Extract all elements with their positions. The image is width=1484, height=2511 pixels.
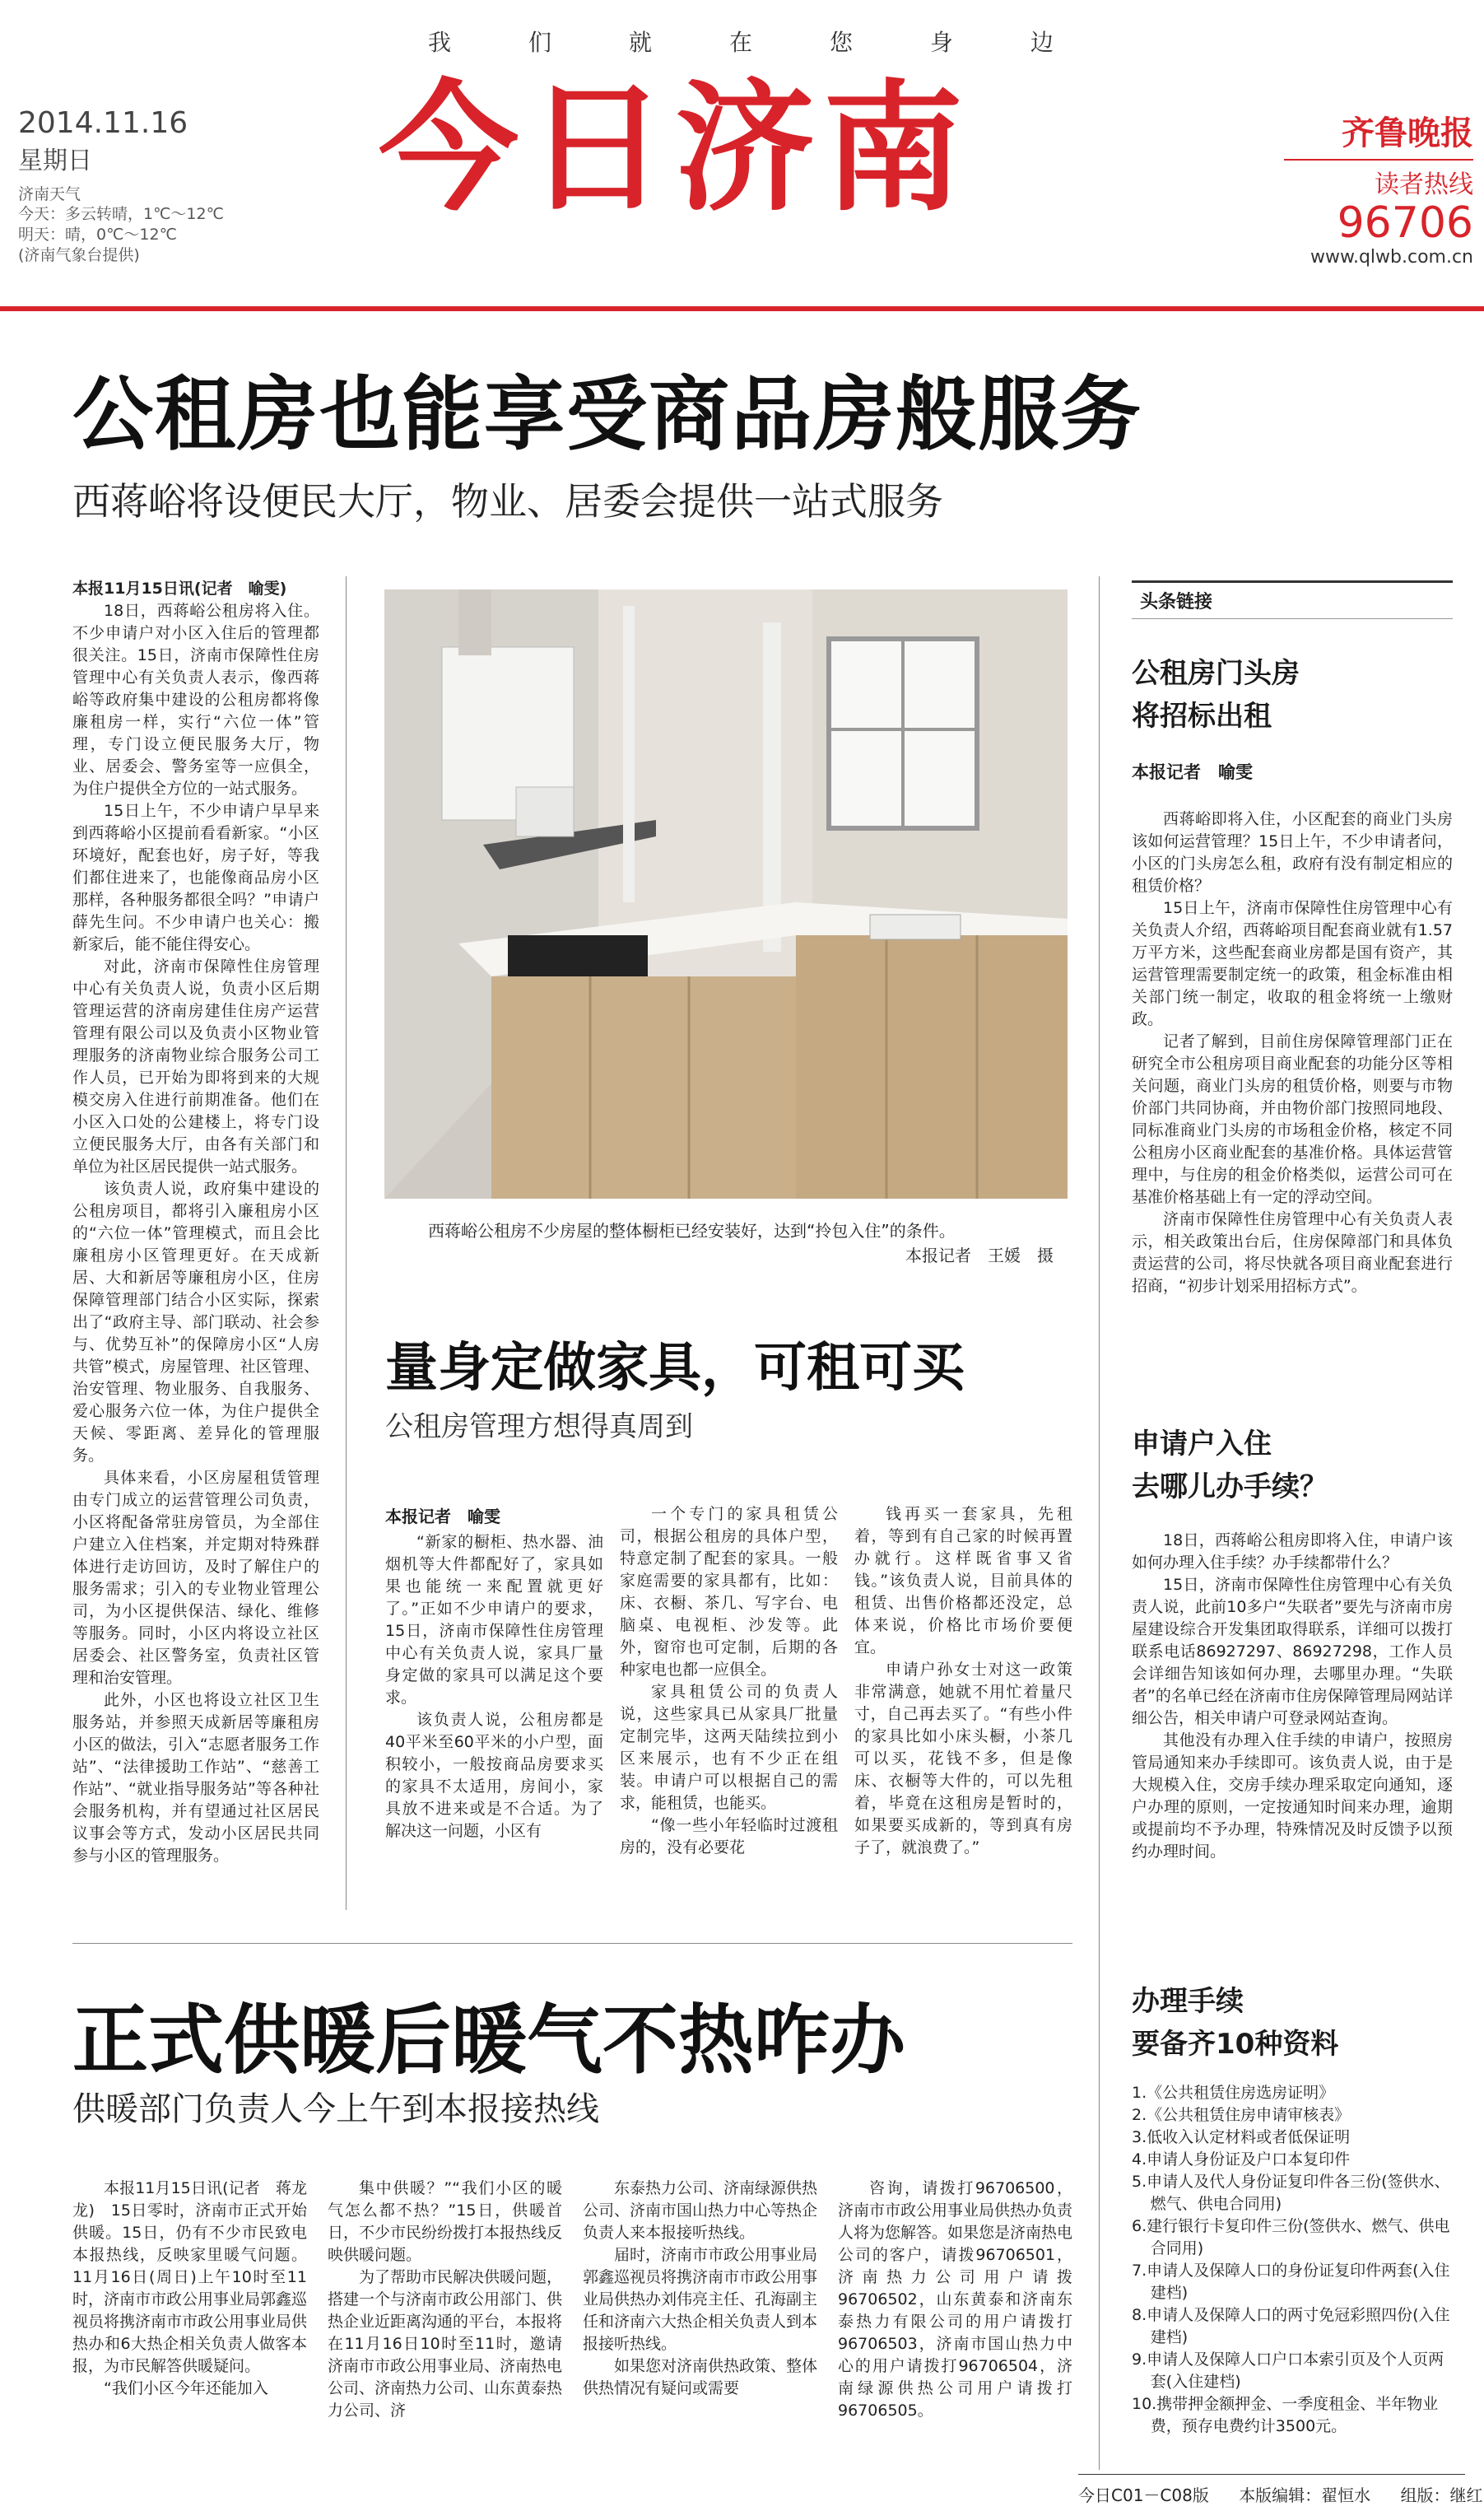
furniture-column — [854, 1503, 1072, 1907]
tagline-char: 们 — [528, 29, 551, 56]
list-item: 2.《公共租赁住房申请审核表》 — [1132, 2106, 1351, 2124]
lead-headline: 公租房也能享受商品房般服务 — [72, 368, 1143, 462]
sidebar-story-3 — [1132, 1980, 1453, 2438]
sidebar-title-line: 要备齐10种资料 — [1132, 2028, 1339, 2061]
list-item: 1.《公共租赁住房选房证明》 — [1132, 2084, 1335, 2102]
heating-column — [838, 2178, 1072, 2490]
column-divider — [346, 576, 347, 1910]
sidebar-text — [1132, 808, 1453, 1297]
list-item: 5.申请人及代人身份证复印件各三份(签供水、燃气、供电合同用) — [1132, 2173, 1450, 2213]
furniture-paragraph: 该负责人说，公租房都是40平米至60平米的小户型，面积较小，一般按商品房要求买的家具不太适用，房间小，家具放不进来或是不合适。为了解决这一问题，小区有 — [385, 1711, 603, 1840]
document-list — [1132, 2082, 1453, 2438]
brand-block — [1284, 107, 1473, 268]
furniture-headline: 量身定做家具，可租可买 — [385, 1338, 965, 1399]
tagline-char: 我 — [428, 29, 452, 56]
sidebar-story-2 — [1132, 1423, 1453, 1863]
heating-column — [328, 2178, 562, 2490]
section-divider — [72, 1943, 1072, 1944]
furniture-column — [620, 1503, 838, 1907]
sidebar-title-line: 去哪儿办手续？ — [1132, 1470, 1328, 1503]
heating-paragraph: 如果您对济南供热政策、整体供热情况有疑问或需要 — [583, 2357, 817, 2397]
tagline-char: 在 — [728, 29, 752, 56]
sidebar-title-line: 办理手续 — [1132, 1985, 1244, 2018]
sidebar-story-1 — [1132, 580, 1453, 1297]
sidebar-paragraph: 15日上午，济南市保障性住房管理中心有关负责人介绍，西蒋峪项目配套商业就有1.57万平方米，这些配套商业房都是国有资产，其运营管理需要制定统一的政策，租金标准由相关部门统一制定，收取的租金将统一上缴财政。 — [1132, 899, 1453, 1028]
heating-paragraph: 本报11月15日讯(记者 蒋龙龙) 15日零时，济南市正式开始供暖。15日，仍有不少市民致电本报热线，反映家里暖气问题。11月16日(周日)上午10时至11时，济南市市政公用事业局郭鑫巡视员将携济南市市政公用事业局供热办和6大热企相关负责人做客本报，为市民解答供暖疑问。 — [72, 2179, 307, 2375]
footer-editor: 本版编辑：翟恒水 — [1239, 2485, 1371, 2505]
photo-caption — [428, 1218, 1070, 1268]
furniture-paragraph: 钱再买一套家具，先租着，等到有自己家的时候再置办就行。这样既省事又省钱。”该负责人说，目前具体的租赁、出售价格都还没定，总体来说，价格比市场价要便宜。 — [854, 1505, 1072, 1656]
list-item: 10.携带押金额押金、一季度租金、半年物业费，预存电费约计3500元。 — [1132, 2395, 1439, 2435]
sidebar-paragraph: 15日，济南市保障性住房管理中心有关负责人说，此前10多户“失联者”要先与济南市房屋建设综合开发集团取得联系，详细可以拨打联系电话86927297、86927298，工作人员会详细告知该如何办理，去哪里办理。“失联者”的名单已经在济南市住房保障管理局网站详细公告，相关申请户可登录网站查询。 — [1132, 1576, 1453, 1727]
header-divider — [0, 306, 1484, 311]
issue-date: 2014.11.16 — [18, 106, 188, 140]
furniture-paragraph: “像一些小年轻临时过渡租房的，没有必要花 — [620, 1816, 838, 1856]
lead-paragraph: 18日，西蒋峪公租房将入住。不少申请户对小区入住后的管理都很关注。15日，济南市保障性住房管理中心有关负责人表示，像西蒋峪等政府集中建设的公租房都将像廉租房一样，实行“六位一体”管理，专门设立便民服务大厅，物业、居委会、警务室等一应俱全，为住户提供全方位的一站式服务。 — [72, 602, 319, 798]
tagline-char: 就 — [628, 29, 652, 56]
sidebar-paragraph: 其他没有办理入住手续的申请户，按照房管局通知来办手续即可。该负责人说，由于是大规模入住，交房手续办理采取定向通知，逐户办理的原则，一定按通知时间来办理，逾期或提前均不予办理，特殊情况及时反馈予以预约办理时间。 — [1132, 1731, 1453, 1861]
kitchen-photo — [384, 589, 1068, 1199]
hotline-number: 96706 — [1337, 198, 1473, 248]
lead-paragraph: 该负责人说，政府集中建设的公租房项目，都将引入廉租房小区的“六位一体”管理模式，而且会比廉租房小区管理更好。在天成新居、大和新居等廉租房小区，住房保障管理部门结合小区实际，探索出了“政府主导、部门联动、社会参与、优势互补”的保障房小区“人房共管”模式，房屋管理、社区管理、治安管理、物业服务、自我服务、爱心服务六位一体，为住户提供全天候、零距离、差异化的管理服务。 — [72, 1180, 319, 1465]
tagline-char: 您 — [829, 29, 853, 56]
lead-byline: 本报11月15日讯(记者 喻雯) — [72, 580, 287, 598]
list-item: 9.申请人及保障人口户口本索引页及个人页两套(入住建档) — [1132, 2350, 1444, 2391]
caption-text: 西蒋峪公租房不少房屋的整体橱柜已经安装好，达到“拎包入住”的条件。 — [428, 1221, 956, 1241]
sidebar-paragraph: 记者了解到，目前住房保障管理部门正在研究全市公租房项目商业配套的功能分区等相关问题，商业门头房的租赁价格，则要与市物价部门共同协商，并由物价部门按照同地段、同标准商业门头房的市场租金价格，核定不同公租房小区商业配套的基准价格。具体运营管理中，与住房的租金价格类似，运营公司可在基准价格基础上有一定的浮动空间。 — [1132, 1032, 1453, 1206]
sidebar-title-line: 将招标出租 — [1132, 700, 1272, 733]
footer-rule — [1078, 2474, 1465, 2475]
heating-headline: 正式供暖后暖气不热咋办 — [72, 1996, 906, 2085]
heating-column — [583, 2178, 817, 2490]
lead-subhead: 西蒋峪将设便民大厅，物业、居委会提供一站式服务 — [72, 479, 943, 524]
furniture-subhead: 公租房管理方想得真周到 — [385, 1410, 693, 1443]
heating-paragraph: 为了帮助市民解决供暖问题，搭建一个与济南市政公用部门、供热企业近距离沟通的平台，本报将在11月16日10时至11时，邀请济南市市政公用事业局、济南热电公司、济南热力公司、山东黄泰热力公司、济 — [328, 2268, 562, 2420]
list-item: 4.申请人身份证及户口本复印件 — [1132, 2150, 1351, 2169]
heating-paragraph: 届时，济南市市政公用事业局郭鑫巡视员将携济南市市政公用事业局供热办刘伟亮主任、孔海副主任和济南六大热企相关负责人到本报接听热线。 — [583, 2246, 817, 2353]
list-item: 8.申请人及保障人口的两寸免冠彩照四份(入住建档) — [1132, 2306, 1450, 2346]
heating-paragraph: “我们小区今年还能加入 — [104, 2379, 268, 2397]
list-item: 6.建行银行卡复印件三份(签供水、燃气、供电合同用) — [1132, 2217, 1450, 2257]
footer — [1078, 2482, 1483, 2506]
sidebar-title-line: 申请户入住 — [1132, 1428, 1272, 1460]
sidebar-paragraph: 西蒋峪即将入住，小区配套的商业门头房该如何运营管理？15日上午，不少申请者问，小区的门头房怎么租，政府有没有制定相应的租赁价格？ — [1132, 810, 1453, 895]
lead-paragraph: 此外，小区也将设立社区卫生服务站，并参照天成新居等廉租房小区的做法，引入“志愿者服务工作站”、“法律援助工作站”、“慈善工作站”、“就业指导服务站”等各种社会服务机构，并有望通过社区居民议事会等方式，发动小区居民共同参与小区的管理服务。 — [72, 1691, 319, 1865]
footer-layout: 组版：继红 — [1400, 2485, 1483, 2505]
weather-tomorrow: 明天：晴，0℃～12℃ — [18, 225, 177, 244]
furniture-byline: 本报记者 喻雯 — [385, 1507, 500, 1526]
lead-paragraph: 具体来看，小区房屋租赁管理由专门成立的运营管理公司负责，小区将配备常驻房管员，为全部住户建立入住档案，并定期对特殊群体进行走访回访，及时了解住户的服务需求；引入的专业物业管理公司，为小区提供保洁、绿化、维修等服务。同时，小区内将设立社区居委会、社区警务室，负责社区管理和治安管理。 — [72, 1469, 319, 1687]
tagline — [428, 25, 1054, 58]
sidebar-paragraph: 18日，西蒋峪公租房即将入住，申请户该如何办理入住手续？办手续都带什么？ — [1132, 1531, 1453, 1572]
weather-source: (济南气象台提供) — [18, 245, 140, 264]
sidebar-text — [1132, 1530, 1453, 1863]
lead-paragraph: 对此，济南市保障性住房管理中心有关负责人说，负责小区后期管理运营的济南房建佳住房产运营管理有限公司以及负责小区物业管理服务的济南物业综合服务公司工作人员，已开始为即将到来的大规模交房入住进行前期准备。他们在小区入口处的公建楼上，将专门设立便民服务大厅，由各有关部门和单位为社区居民提供一站式服务。 — [72, 957, 319, 1176]
sidebar-title-line: 公租房门头房 — [1132, 657, 1300, 690]
sidebar-label: 头条链接 — [1132, 580, 1453, 619]
heating-paragraph: 咨询，请拨打96706500，济南市市政公用事业局供热办负责人将为您解答。如果您是济南热电公司的客户，请拨96706501，济南热力公司用户请拨96706502，山东黄泰和济南东泰热力有限公司的用户请拨打96706503，济南市国山热力中心的用户请拨打96706504，济南绿源供热公司用户请拨打96706505。 — [838, 2179, 1072, 2420]
furniture-column — [385, 1531, 603, 1910]
furniture-paragraph: 家具租赁公司的负责人说，这些家具已从家具厂批量定制完毕，这两天陆续拉到小区来展示，也有不少正在组装。申请户可以根据自己的需求，能租赁，也能买。 — [620, 1683, 838, 1812]
weekday: 星期日 — [18, 146, 92, 175]
sidebar-byline: 本报记者 喻雯 — [1132, 762, 1253, 782]
masthead: 今日济南 — [379, 66, 972, 231]
heating-paragraph: 东泰热力公司、济南绿源供热公司、济南市国山热力中心等热企负责人来本报接听热线。 — [583, 2179, 817, 2242]
sidebar-paragraph: 济南市保障性住房管理中心有关负责人表示，相关政策出台后，住房保障部门和具体负责运营的公司，将尽快就各项目商业配套进行招商，“初步计划采用招标方式”。 — [1132, 1210, 1453, 1295]
website-link[interactable]: www.qlwb.com.cn — [1310, 247, 1473, 268]
lead-paragraph: 15日上午，不少申请户早早来到西蒋峪小区提前看看新家。“小区环境好，配套也好，房子好，等我们都住进来了，也能像商品房小区那样，各种服务都很全吗？”申请户薛先生问。不少申请户也关心：搬新家后，能不能住得安心。 — [72, 802, 319, 953]
tagline-char: 身 — [929, 29, 953, 56]
date-block — [18, 107, 347, 265]
list-item: 3.低收入认定材料或者低保证明 — [1132, 2128, 1351, 2146]
footer-edition: 今日C01－C08版 — [1078, 2485, 1209, 2505]
furniture-paragraph: 申请户孙女士对这一政策非常满意，她就不用忙着量尺寸，自己再去买了。“有些小件的家具比如小床头橱，小茶几可以买，花钱不多，但是像床、衣橱等大件的，可以先租着，毕竟在这租房是暂时的，如果要买成新的，等到真有房子了，就浪费了。” — [854, 1661, 1072, 1856]
sidebar-divider — [1099, 576, 1100, 2470]
heating-column — [72, 2178, 307, 2490]
furniture-paragraph: 一个专门的家具租赁公司，根据公租房的具体户型，特意定制了配套的家具。一般家庭需要的家具都有，比如：床、衣橱、茶几、写字台、电脑桌、电视柜、沙发等。此外，窗帘也可定制，后期的各种家电也都一应俱全。 — [620, 1505, 838, 1679]
brand-logo: 齐鲁晚报 — [1342, 114, 1473, 152]
list-item: 7.申请人及保障人口的身份证复印件两套(入住建档) — [1132, 2262, 1450, 2302]
photo-credit: 本报记者 王媛 摄 — [905, 1246, 1054, 1265]
furniture-paragraph: “新家的橱柜、热水器、油烟机等大件都配好了，家具如果也能统一来配置就更好了。”正如不少申请户的要求，15日，济南市保障性住房管理中心有关负责人说，家具厂量身定做的家具可以满足这个要求。 — [385, 1533, 603, 1707]
weather-today: 今天：多云转晴，1℃～12℃ — [18, 205, 224, 224]
tagline-char: 边 — [1030, 29, 1054, 56]
lead-article-column — [72, 578, 319, 1912]
hotline-label: 读者热线 — [1284, 159, 1473, 200]
weather-title: 济南天气 — [18, 184, 81, 203]
heating-paragraph: 集中供暖？”“我们小区的暖气怎么都不热？”15日，供暖首日，不少市民纷纷拨打本报热线反映供暖问题。 — [328, 2179, 562, 2264]
heating-subhead: 供暖部门负责人今上午到本报接热线 — [72, 2090, 599, 2128]
kitchen-illustration — [384, 589, 1068, 1199]
